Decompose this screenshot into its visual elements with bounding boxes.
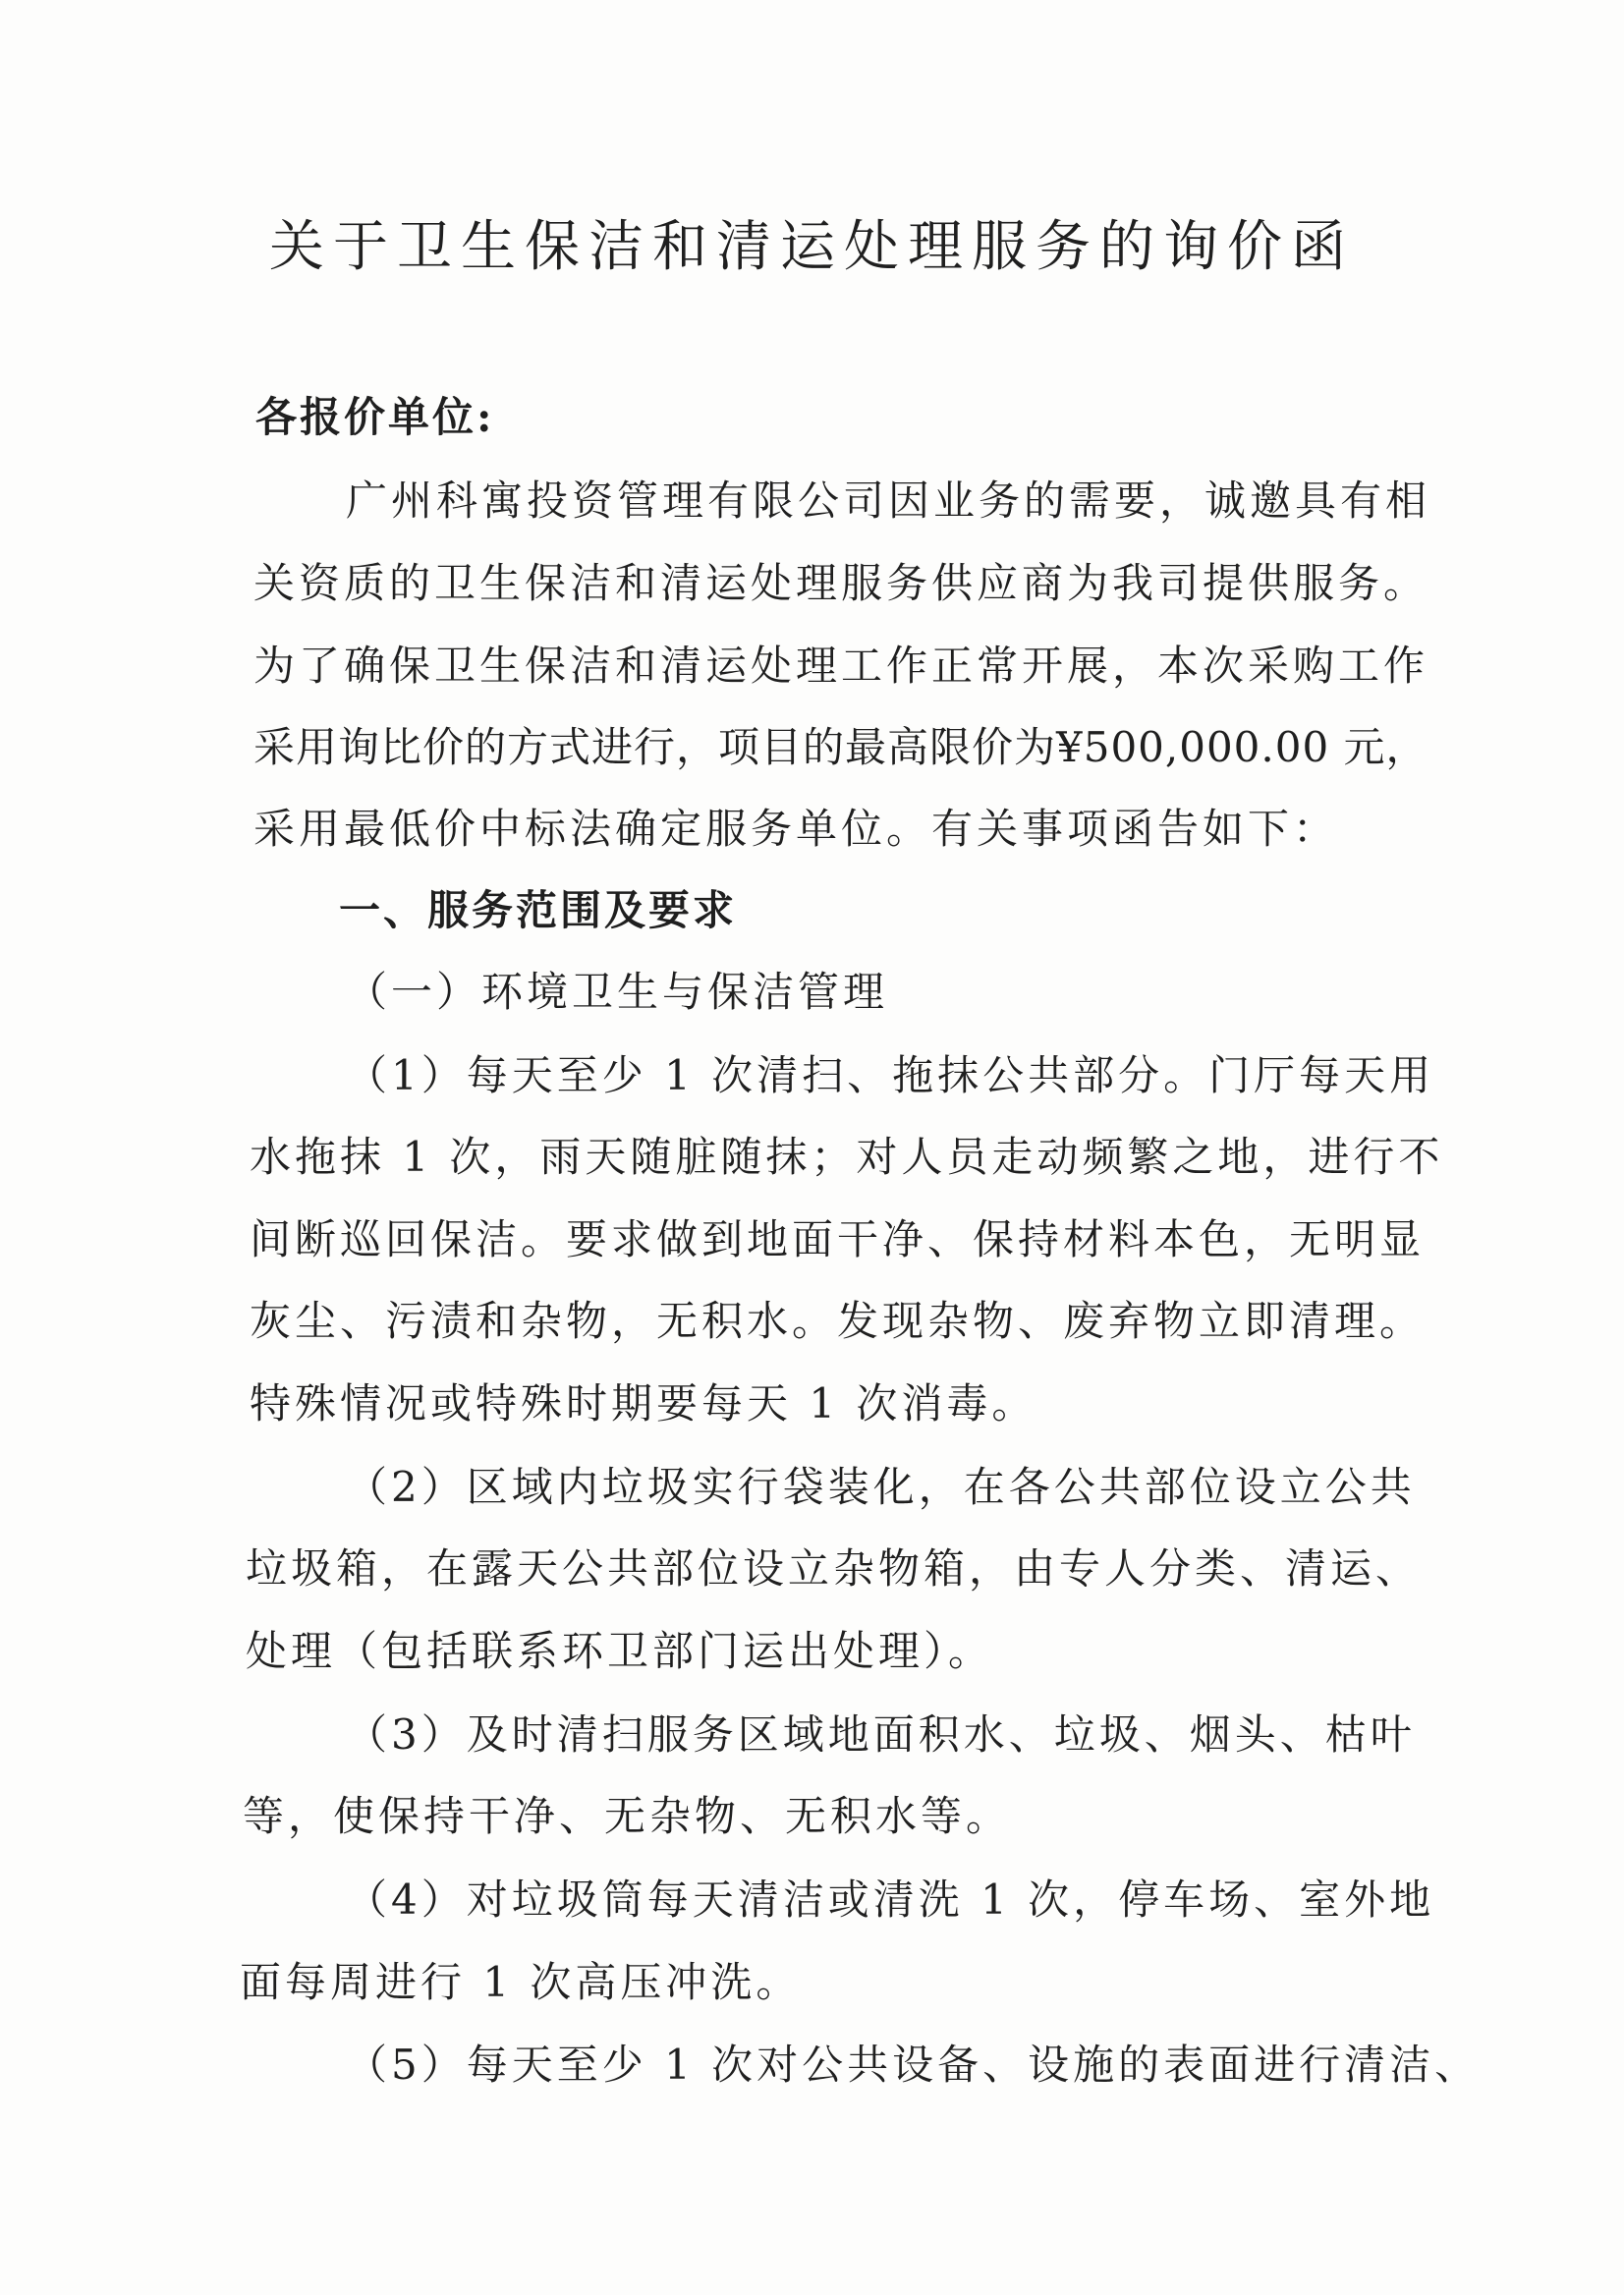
salutation: 各报价单位:: [255, 393, 495, 441]
item-line: （4）对垃圾筒每天清洁或清洗 1 次，停车场、室外地: [346, 1875, 1435, 1924]
intro-line: 关资质的卫生保洁和清运处理服务供应商为我司提供服务。: [253, 559, 1429, 607]
item-line: 间断巡回保洁。要求做到地面干净、保持材料本色，无明显: [250, 1215, 1426, 1263]
item-line: （3）及时清扫服务区域地面积水、垃圾、烟头、枯叶: [346, 1710, 1416, 1759]
item-line: （5）每天至少 1 次对公共设备、设施的表面进行清洁、: [346, 2041, 1481, 2089]
intro-line: 采用最低价中标法确定服务单位。有关事项函告如下：: [253, 805, 1339, 853]
intro-line: 广州科寓投资管理有限公司因业务的需要，诚邀具有相: [346, 476, 1431, 525]
item-line: 处理（包括联系环卫部门运出处理）。: [246, 1627, 994, 1675]
item-line: （1）每天至少 1 次清扫、拖抹公共部分。门厅每天用: [346, 1051, 1435, 1099]
item-line: 特殊情况或特殊时期要每天 1 次消毒。: [250, 1379, 1037, 1427]
item-line: 等，使保持干净、无杂物、无积水等。: [243, 1792, 1012, 1840]
subsection-heading: （一）环境卫生与保洁管理: [346, 968, 889, 1016]
document-title: 关于卫生保洁和清运处理服务的询价函: [269, 215, 1355, 279]
item-line: （2）区域内垃圾实行袋装化，在各公共部位设立公共: [346, 1463, 1416, 1511]
item-line: 水拖抹 1 次，雨天随脏随抹；对人员走动频繁之地，进行不: [250, 1133, 1444, 1181]
intro-line: 采用询比价的方式进行，项目的最高限价为¥500,000.00 元，: [253, 723, 1428, 771]
intro-line: 为了确保卫生保洁和清运处理工作正常开展，本次采购工作: [253, 642, 1429, 690]
section-heading: 一、服务范围及要求: [339, 886, 738, 934]
item-line: 灰尘、污渍和杂物，无积水。发现杂物、废弃物立即清理。: [250, 1297, 1426, 1345]
item-line: 垃圾箱，在露天公共部位设立杂物箱，由专人分类、清运、: [246, 1544, 1422, 1593]
item-line: 面每周进行 1 次高压冲洗。: [240, 1958, 802, 2006]
